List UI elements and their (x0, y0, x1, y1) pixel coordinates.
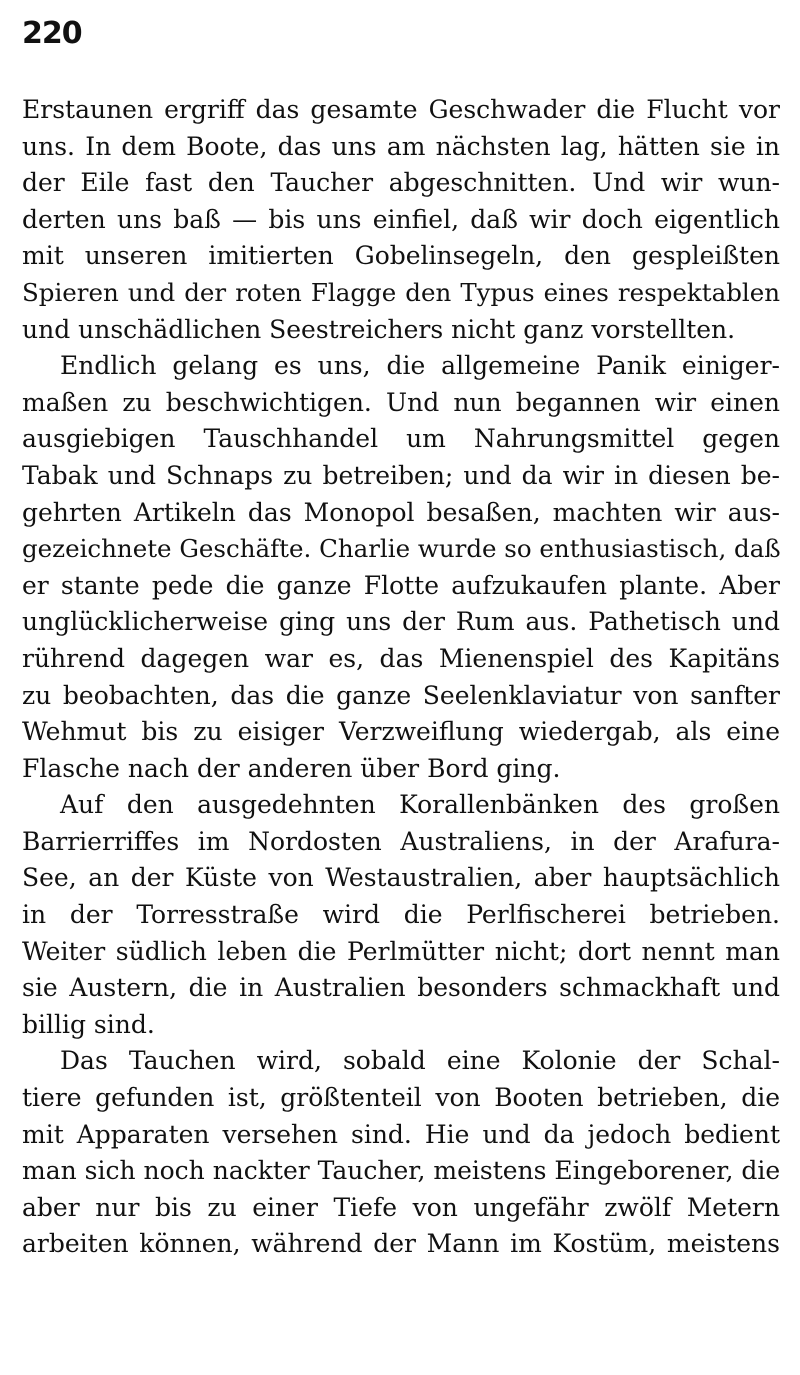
text-line: ausgiebigen Tauschhandel um Nahrungsmittel gegen (22, 424, 780, 454)
page-number: 220 (22, 16, 82, 51)
text-line: tiere gefunden ist, größtenteil von Booten betrieben, die (22, 1083, 780, 1113)
paragraph (22, 1043, 780, 1263)
text-line: arbeiten können, während der Mann im Kostüm, meistens (22, 1229, 780, 1259)
text-line: rührend dagegen war es, das Mienenspiel des Kapitäns (22, 643, 780, 673)
text-line: man sich noch nackter Taucher, meistens Eingeborener, die (22, 1156, 781, 1186)
text-line: Tabak und Schnaps zu betreiben; und da wir in diesen be- (22, 460, 780, 490)
text-line: mit unseren imitierten Gobelinsegeln, den gespleißten (22, 241, 780, 271)
text-line: Spieren und der roten Flagge den Typus eines respektablen (22, 277, 780, 307)
text-line: unglücklicherweise ging uns der Rum aus. Pathetisch und (22, 607, 780, 637)
paragraph (22, 348, 780, 787)
text-line: Barrierriffes im Nordosten Australiens, in der Arafura- (22, 826, 780, 856)
text-line: uns. In dem Boote, das uns am nächsten lag, hätten sie in (22, 131, 780, 161)
text-line: billig sind. (22, 1009, 155, 1039)
text-line: Wehmut bis zu eisiger Verzweiflung wiedergab, als eine (22, 717, 780, 747)
paragraph (22, 787, 780, 1043)
text-line: aber nur bis zu einer Tiefe von ungefähr zwölf Metern (22, 1192, 780, 1222)
body-text (22, 92, 780, 1263)
text-line: Weiter südlich leben die Perlmütter nicht; dort nennt man (22, 936, 780, 966)
text-line: See, an der Küste von Westaustralien, aber hauptsächlich (22, 863, 780, 893)
text-line: zu beobachten, das die ganze Seelenklaviatur von sanfter (22, 680, 780, 710)
text-line: und unschädlichen Seestreichers nicht ganz vorstellten. (22, 314, 736, 344)
text-line: maßen zu beschwichtigen. Und nun begannen wir einen (22, 387, 780, 417)
text-line: gehrten Artikeln das Monopol besaßen, machten wir aus- (22, 497, 780, 527)
text-line: gezeichnete Geschäfte. Charlie wurde so enthusiastisch, daß (22, 534, 781, 564)
text-line: Endlich gelang es uns, die allgemeine Panik einiger- (60, 351, 780, 381)
text-line: Auf den ausgedehnten Korallenbänken des großen (60, 790, 780, 820)
text-line: der Eile fast den Taucher abgeschnitten. Und wir wun- (22, 168, 780, 198)
text-line: in der Torresstraße wird die Perlfischerei betrieben. (22, 900, 780, 930)
paragraph (22, 92, 780, 348)
text-line: Flasche nach der anderen über Bord ging. (22, 753, 561, 783)
text-line: derten uns baß — bis uns einfiel, daß wir doch eigentlich (22, 204, 780, 234)
text-line: sie Austern, die in Australien besonders schmackhaft und (22, 973, 780, 1003)
text-line: mit Apparaten versehen sind. Hie und da jedoch bedient (22, 1119, 780, 1149)
text-line: Das Tauchen wird, sobald eine Kolonie der Schal- (60, 1046, 780, 1076)
text-line: er stante pede die ganze Flotte aufzukaufen plante. Aber (22, 570, 780, 600)
text-line: Erstaunen ergriff das gesamte Geschwader die Flucht vor (22, 95, 780, 124)
